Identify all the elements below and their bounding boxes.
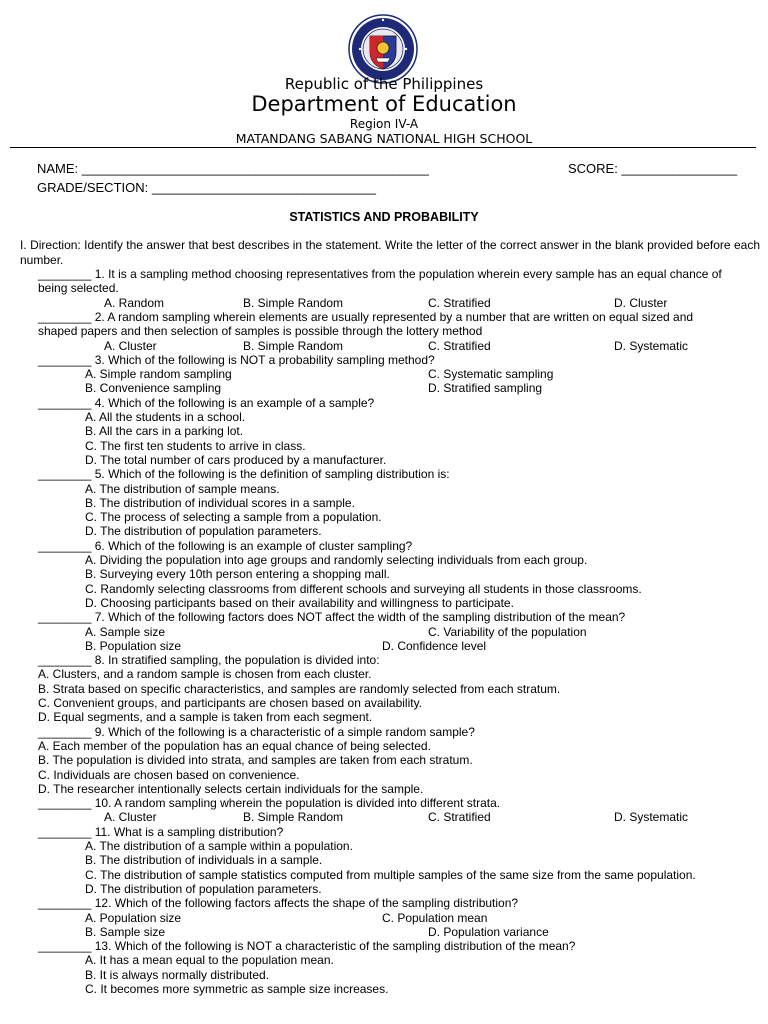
choice-c: C. Population mean bbox=[382, 910, 488, 925]
question-line: shaped papers and then selection of samples is possible through the lottery method bbox=[38, 324, 483, 339]
question-line: ________ 11. What is a sampling distribution? bbox=[38, 824, 284, 839]
question-line: ________ 9. Which of the following is a characteristic of a simple random sample? bbox=[38, 724, 475, 739]
choice-d: D. The distribution of population parameters. bbox=[85, 524, 322, 539]
deped-seal-logo bbox=[348, 14, 418, 84]
grade-section-field[interactable]: GRADE/SECTION: _______________________________ bbox=[37, 180, 376, 195]
choice-b: B. Convenience sampling bbox=[85, 381, 222, 396]
choice-a: A. Cluster bbox=[104, 810, 157, 825]
choice-c: C. The process of selecting a sample from a population. bbox=[85, 510, 382, 525]
choice-a: A. The distribution of a sample within a population. bbox=[85, 839, 353, 853]
choice-b: B. All the cars in a parking lot. bbox=[85, 424, 244, 439]
choice-d: D. The researcher intentionally selects certain individuals for the sample. bbox=[38, 781, 424, 796]
score-field[interactable]: SCORE: ________________ bbox=[568, 161, 738, 176]
choice-c: C. Stratified bbox=[428, 338, 491, 353]
region-heading: Region IV-A bbox=[349, 117, 419, 131]
choice-d: D. Systematic bbox=[614, 338, 689, 353]
choice-c: C. Systematic sampling bbox=[428, 367, 554, 382]
choice-b: B. Simple Random bbox=[243, 810, 344, 825]
choice-b: B. The distribution of individual scores in a sample. bbox=[85, 495, 355, 510]
choice-c: C. Variability of the population bbox=[428, 624, 587, 639]
choice-d: D. Choosing participants based on their availability and willingness to participate. bbox=[85, 595, 514, 610]
choice-c: C. Individuals are chosen based on convenience. bbox=[38, 767, 300, 782]
question-line: ________ 4. Which of the following is an example of a sample? bbox=[38, 395, 375, 410]
choice-c: C. It becomes more symmetric as sample size increases. bbox=[85, 982, 389, 996]
choice-b: B. It is always normally distributed. bbox=[85, 967, 270, 982]
choice-c: C. Convenient groups, and participants are chosen based on availability. bbox=[38, 696, 423, 710]
choice-d: D. Population variance bbox=[428, 924, 549, 939]
question-line: ________ 1. It is a sampling method choosing representatives from the population wherein every sample has an equal chance of bbox=[38, 267, 722, 281]
choice-b: B. Strata based on specific characteristics, and samples are randomly selected from each stratum. bbox=[38, 681, 561, 696]
choice-b: B. The distribution of individuals in a sample. bbox=[85, 853, 323, 868]
choice-a: A. Population size bbox=[85, 910, 182, 925]
question-line: ________ 3. Which of the following is NOT a probability sampling method? bbox=[38, 352, 435, 367]
question-line: ________ 10. A random sampling wherein the population is divided into different strata. bbox=[38, 796, 501, 811]
choice-d: D. The distribution of population parameters. bbox=[85, 881, 322, 896]
question-line: being selected. bbox=[38, 281, 119, 296]
choice-a: A. Cluster bbox=[104, 338, 157, 353]
choice-b: B. Simple Random bbox=[243, 295, 344, 310]
choice-b: B. Sample size bbox=[85, 924, 166, 939]
choice-d: D. Cluster bbox=[614, 295, 668, 310]
choice-c: C. Randomly selecting classrooms from different schools and surveying all students in those classrooms. bbox=[85, 581, 642, 596]
question-line: ________ 12. Which of the following factors affects the shape of the sampling distribution? bbox=[38, 896, 519, 911]
choice-a: A. Dividing the population into age groups and randomly selecting individuals from each group. bbox=[85, 553, 588, 567]
question-line: ________ 8. In stratified sampling, the population is divided into: bbox=[38, 653, 380, 668]
republic-heading: Republic of the Philippines bbox=[284, 75, 484, 93]
question-line: ________ 13. Which of the following is NOT a characteristic of the sampling distribution of the mean? bbox=[38, 939, 576, 954]
choice-a: A. All the students in a school. bbox=[85, 410, 246, 424]
subject-title: STATISTICS AND PROBABILITY bbox=[289, 210, 479, 224]
header-divider bbox=[10, 147, 756, 148]
department-heading: Department of Education bbox=[251, 92, 517, 116]
choice-d: D. Systematic bbox=[614, 810, 689, 825]
choice-d: D. Confidence level bbox=[382, 638, 487, 653]
choice-a: A. The distribution of sample means. bbox=[85, 481, 280, 496]
choice-b: B. Simple Random bbox=[243, 338, 344, 353]
choice-c: C. Stratified bbox=[428, 295, 491, 310]
choice-a: A. Each member of the population has an equal chance of being selected. bbox=[38, 738, 431, 753]
choice-c: C. Stratified bbox=[428, 810, 491, 825]
choice-a: A. It has a mean equal to the population mean. bbox=[85, 953, 334, 968]
question-line: ________ 2. A random sampling wherein elements are usually represented by a number that are written on equal sized and bbox=[38, 309, 694, 324]
question-line: ________ 5. Which of the following is the definition of sampling distribution is: bbox=[38, 467, 450, 482]
choice-c: C. The distribution of sample statistics computed from multiple samples of the same size from the same population. bbox=[85, 867, 696, 882]
direction-text: I. Direction: Identify the answer that best describes in the statement. Write the letter of the correct answer in the blank provided before each number. bbox=[20, 238, 760, 267]
choice-a: A. Sample size bbox=[85, 624, 166, 639]
choice-b: B. Population size bbox=[85, 638, 182, 653]
choice-d: D. The total number of cars produced by a manufacturer. bbox=[85, 452, 387, 467]
choice-a: A. Clusters, and a random sample is chosen from each cluster. bbox=[38, 667, 372, 682]
choice-b: B. Surveying every 10th person entering a shopping mall. bbox=[85, 567, 390, 582]
choice-d: D. Stratified sampling bbox=[428, 381, 543, 396]
question-line: ________ 7. Which of the following factors does NOT affect the width of the sampling distribution of the mean? bbox=[38, 610, 626, 625]
question-line: ________ 6. Which of the following is an example of cluster sampling? bbox=[38, 538, 413, 553]
choice-a: A. Simple random sampling bbox=[85, 367, 232, 382]
choice-c: C. The first ten students to arrive in class. bbox=[85, 438, 306, 453]
choice-d: D. Equal segments, and a sample is taken from each segment. bbox=[38, 710, 373, 725]
name-field[interactable]: NAME: ________________________________________________ bbox=[37, 161, 429, 176]
choice-b: B. The population is divided into strata, and samples are taken from each stratum. bbox=[38, 753, 473, 768]
choice-a: A. Random bbox=[104, 295, 165, 310]
school-heading: MATANDANG SABANG NATIONAL HIGH SCHOOL bbox=[235, 131, 533, 146]
